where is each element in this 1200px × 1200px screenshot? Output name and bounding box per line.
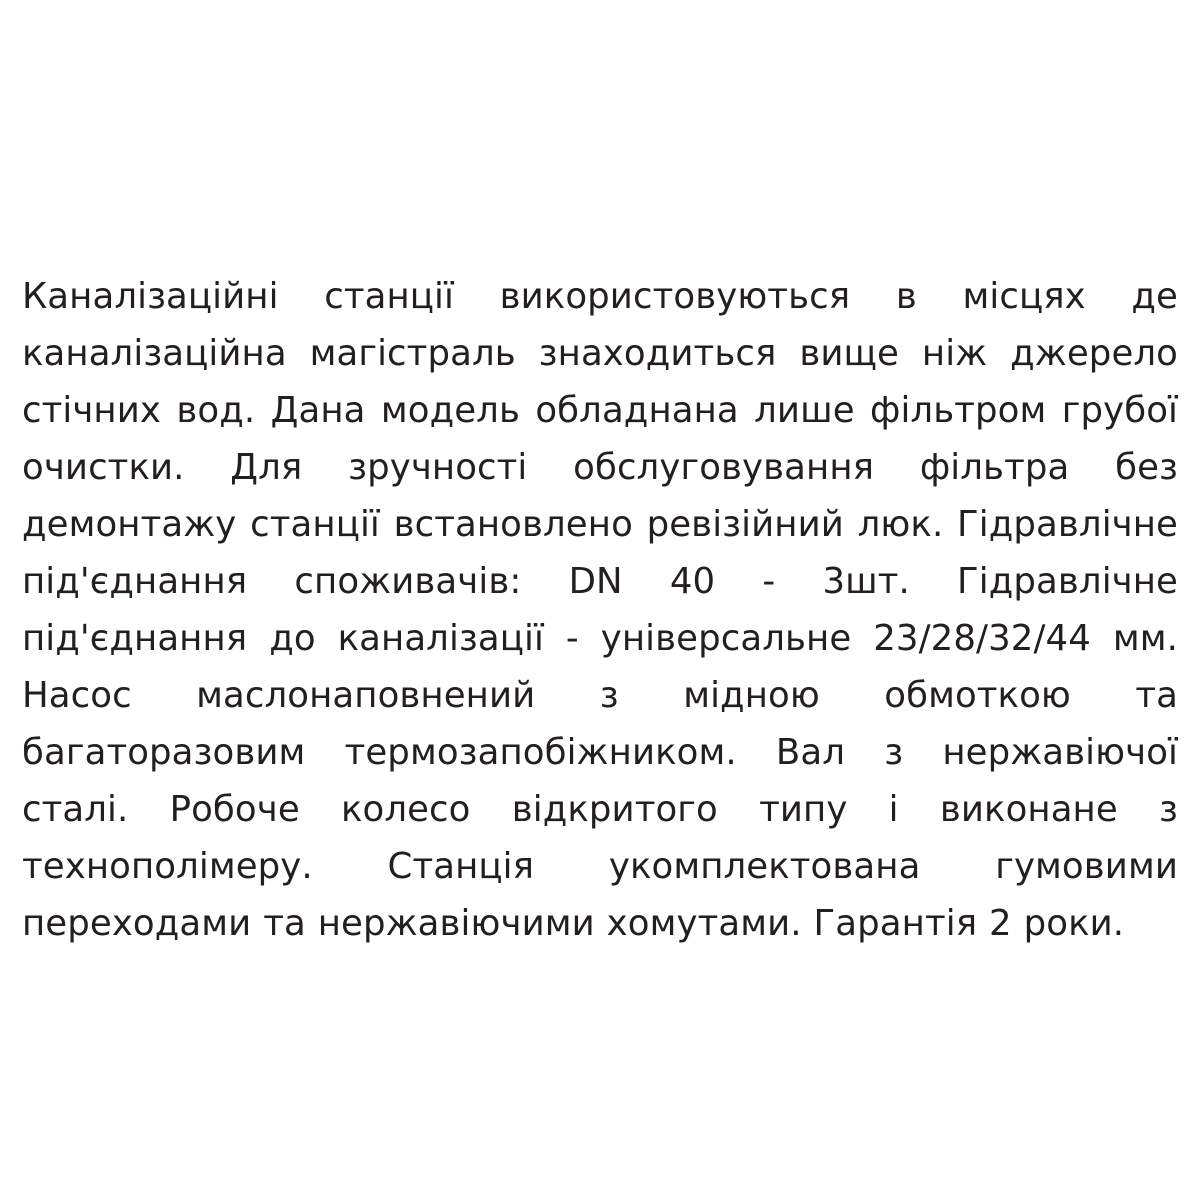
product-description-text: Каналізаційні станції використовуються в місцях де каналізаційна магістраль знаходиться вище ніж джерело стічних вод. Дана модель обладнана лише фільтром грубої очистки. Для зручності обслуговування фільтра без демонтажу станції встановлено ревізійний люк. Гідравлічне під'єднання споживачів: DN 40 - 3шт. Гідравлічне під'єднання до каналізації - універсальне 23/28/32/44 мм. Насос маслонаповнений з мідною обмоткою та багаторазовим термозапобіжником. Вал з нержавіючої сталі. Робоче колесо відкритого типу і виконане з технополімеру. Станція укомплектована гумовими переходами та нержавіючими хомутами. Гарантія 2 роки. xyxy=(22,276,1178,944)
product-description-block xyxy=(22,268,1178,952)
